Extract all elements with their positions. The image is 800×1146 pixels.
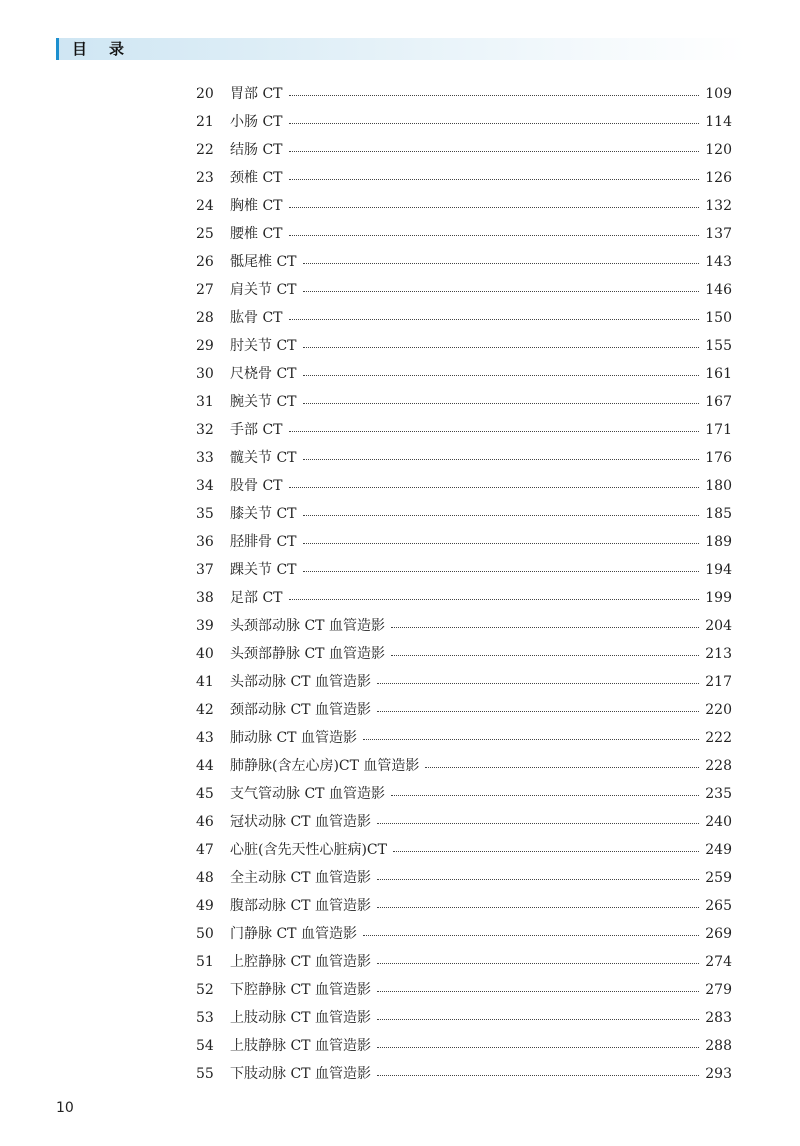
toc-entry-title: 腹部动脉 CT 血管造影 xyxy=(230,898,371,914)
toc-dot-leader xyxy=(425,767,699,768)
toc-entry-title: 全主动脉 CT 血管造影 xyxy=(230,870,371,886)
toc-dot-leader xyxy=(377,963,699,964)
toc-entry[interactable] xyxy=(196,1032,732,1060)
toc-dot-leader xyxy=(289,319,700,320)
toc-dot-leader xyxy=(303,515,700,516)
toc-dot-leader xyxy=(303,459,700,460)
toc-entry-page: 199 xyxy=(705,590,732,606)
toc-entry-title: 支气管动脉 CT 血管造影 xyxy=(230,786,385,802)
toc-entry[interactable] xyxy=(196,304,732,332)
toc-entry-title: 门静脉 CT 血管造影 xyxy=(230,926,357,942)
toc-entry-title: 结肠 CT xyxy=(230,142,283,158)
toc-entry-title: 骶尾椎 CT xyxy=(230,254,297,270)
toc-entry-title: 冠状动脉 CT 血管造影 xyxy=(230,814,371,830)
toc-entry-title: 胸椎 CT xyxy=(230,198,283,214)
toc-entry[interactable] xyxy=(196,808,732,836)
toc-dot-leader xyxy=(303,403,700,404)
toc-entry-page: 109 xyxy=(705,86,732,102)
toc-entry[interactable] xyxy=(196,332,732,360)
toc-entry-title: 股骨 CT xyxy=(230,478,283,494)
toc-entry-title: 上腔静脉 CT 血管造影 xyxy=(230,954,371,970)
toc-entry-number: 23 xyxy=(196,170,214,186)
toc-entry-number: 30 xyxy=(196,366,214,382)
toc-entry-page: 274 xyxy=(705,954,732,970)
toc-entry[interactable] xyxy=(196,640,732,668)
toc-entry-page: 114 xyxy=(705,114,732,130)
toc-dot-leader xyxy=(303,263,700,264)
toc-entry-number: 46 xyxy=(196,814,214,830)
toc-entry-page: 217 xyxy=(705,674,732,690)
toc-entry-page: 146 xyxy=(705,282,732,298)
toc-entry-number: 33 xyxy=(196,450,214,466)
toc-dot-leader xyxy=(289,431,700,432)
toc-entry-title: 手部 CT xyxy=(230,422,283,438)
toc-entry-number: 24 xyxy=(196,198,214,214)
toc-dot-leader xyxy=(289,599,700,600)
toc-dot-leader xyxy=(303,291,700,292)
toc-entry-number: 31 xyxy=(196,394,214,410)
toc-dot-leader xyxy=(391,627,699,628)
toc-dot-leader xyxy=(377,823,699,824)
toc-entry-number: 29 xyxy=(196,338,214,354)
toc-entry-number: 42 xyxy=(196,702,214,718)
toc-dot-leader xyxy=(377,1047,699,1048)
toc-entry-page: 161 xyxy=(705,366,732,382)
toc-entry-page: 228 xyxy=(705,758,732,774)
toc-dot-leader xyxy=(377,683,699,684)
toc-entry-page: 150 xyxy=(705,310,732,326)
toc-entry-page: 189 xyxy=(705,534,732,550)
toc-entry-page: 213 xyxy=(705,646,732,662)
toc-entry-title: 下肢动脉 CT 血管造影 xyxy=(230,1066,371,1082)
toc-entry-page: 283 xyxy=(705,1010,732,1026)
toc-entry-page: 293 xyxy=(705,1066,732,1082)
toc-entry-page: 194 xyxy=(705,562,732,578)
toc-entry-page: 259 xyxy=(705,870,732,886)
toc-entry-page: 126 xyxy=(705,170,732,186)
toc-dot-leader xyxy=(377,711,699,712)
toc-entry[interactable] xyxy=(196,976,732,1004)
toc-entry-page: 167 xyxy=(705,394,732,410)
page-title: 目录 xyxy=(72,40,147,58)
toc-dot-leader xyxy=(377,879,699,880)
toc-entry-number: 20 xyxy=(196,86,214,102)
toc-entry[interactable] xyxy=(196,360,732,388)
toc-dot-leader xyxy=(289,207,700,208)
toc-entry[interactable] xyxy=(196,668,732,696)
toc-entry-number: 22 xyxy=(196,142,214,158)
toc-entry-page: 220 xyxy=(705,702,732,718)
toc-dot-leader xyxy=(391,795,699,796)
toc-entry-title: 下腔静脉 CT 血管造影 xyxy=(230,982,371,998)
toc-entry[interactable] xyxy=(196,864,732,892)
toc-entry-number: 51 xyxy=(196,954,214,970)
toc-entry-page: 176 xyxy=(705,450,732,466)
toc-dot-leader xyxy=(377,907,699,908)
toc-entry-number: 50 xyxy=(196,926,214,942)
toc-entry[interactable] xyxy=(196,948,732,976)
table-of-contents xyxy=(196,80,732,1088)
toc-entry-title: 肩关节 CT xyxy=(230,282,297,298)
toc-dot-leader xyxy=(377,991,699,992)
toc-entry-number: 38 xyxy=(196,590,214,606)
toc-entry-title: 头颈部动脉 CT 血管造影 xyxy=(230,618,385,634)
toc-entry-title: 颈部动脉 CT 血管造影 xyxy=(230,702,371,718)
toc-entry-number: 36 xyxy=(196,534,214,550)
toc-entry-page: 269 xyxy=(705,926,732,942)
toc-entry[interactable] xyxy=(196,472,732,500)
toc-entry-page: 240 xyxy=(705,814,732,830)
toc-entry[interactable] xyxy=(196,1004,732,1032)
toc-entry[interactable] xyxy=(196,780,732,808)
toc-entry-number: 25 xyxy=(196,226,214,242)
toc-dot-leader xyxy=(303,347,700,348)
toc-dot-leader xyxy=(363,935,699,936)
toc-dot-leader xyxy=(377,1019,699,1020)
toc-entry-title: 胃部 CT xyxy=(230,86,283,102)
toc-entry[interactable] xyxy=(196,556,732,584)
toc-dot-leader xyxy=(303,375,700,376)
toc-entry[interactable] xyxy=(196,388,732,416)
toc-entry-number: 43 xyxy=(196,730,214,746)
toc-entry[interactable] xyxy=(196,752,732,780)
toc-entry[interactable] xyxy=(196,724,732,752)
toc-entry-title: 心脏(含先天性心脏病)CT xyxy=(230,842,387,858)
toc-entry[interactable] xyxy=(196,696,732,724)
toc-entry-page: 132 xyxy=(705,198,732,214)
toc-dot-leader xyxy=(303,571,700,572)
toc-entry-page: 185 xyxy=(705,506,732,522)
toc-entry[interactable] xyxy=(196,108,732,136)
toc-dot-leader xyxy=(289,487,700,488)
toc-entry-title: 肺静脉(含左心房)CT 血管造影 xyxy=(230,758,420,774)
toc-entry-page: 137 xyxy=(705,226,732,242)
toc-entry-title: 肱骨 CT xyxy=(230,310,283,326)
toc-dot-leader xyxy=(391,655,699,656)
toc-entry-title: 小肠 CT xyxy=(230,114,283,130)
toc-entry[interactable] xyxy=(196,416,732,444)
toc-entry[interactable] xyxy=(196,612,732,640)
toc-entry-title: 腰椎 CT xyxy=(230,226,283,242)
toc-entry[interactable] xyxy=(196,248,732,276)
toc-entry-title: 尺桡骨 CT xyxy=(230,366,297,382)
toc-entry-page: 171 xyxy=(705,422,732,438)
toc-entry-page: 279 xyxy=(705,982,732,998)
toc-entry-title: 上肢动脉 CT 血管造影 xyxy=(230,1010,371,1026)
toc-entry-page: 120 xyxy=(705,142,732,158)
toc-entry-page: 265 xyxy=(705,898,732,914)
toc-entry[interactable] xyxy=(196,80,732,108)
toc-entry[interactable] xyxy=(196,920,732,948)
toc-entry-page: 249 xyxy=(705,842,732,858)
toc-dot-leader xyxy=(303,543,700,544)
page-number: 10 xyxy=(56,1100,74,1116)
toc-entry-number: 49 xyxy=(196,898,214,914)
toc-entry-number: 37 xyxy=(196,562,214,578)
toc-entry[interactable] xyxy=(196,192,732,220)
toc-entry-number: 28 xyxy=(196,310,214,326)
toc-dot-leader xyxy=(363,739,699,740)
toc-entry-number: 39 xyxy=(196,618,214,634)
toc-entry-number: 26 xyxy=(196,254,214,270)
toc-entry-title: 膝关节 CT xyxy=(230,506,297,522)
toc-entry-title: 髋关节 CT xyxy=(230,450,297,466)
toc-entry-number: 55 xyxy=(196,1066,214,1082)
toc-entry-number: 53 xyxy=(196,1010,214,1026)
toc-entry[interactable] xyxy=(196,276,732,304)
toc-entry-number: 44 xyxy=(196,758,214,774)
toc-dot-leader xyxy=(289,123,700,124)
toc-entry-title: 肺动脉 CT 血管造影 xyxy=(230,730,357,746)
toc-entry-number: 40 xyxy=(196,646,214,662)
toc-entry-number: 47 xyxy=(196,842,214,858)
toc-entry[interactable] xyxy=(196,836,732,864)
toc-entry[interactable] xyxy=(196,584,732,612)
toc-entry[interactable] xyxy=(196,136,732,164)
toc-entry-number: 48 xyxy=(196,870,214,886)
toc-dot-leader xyxy=(289,179,700,180)
toc-entry[interactable] xyxy=(196,892,732,920)
toc-entry[interactable] xyxy=(196,444,732,472)
toc-dot-leader xyxy=(289,151,700,152)
toc-entry-page: 180 xyxy=(705,478,732,494)
toc-entry-title: 胫腓骨 CT xyxy=(230,534,297,550)
toc-entry-number: 21 xyxy=(196,114,214,130)
toc-entry-title: 上肢静脉 CT 血管造影 xyxy=(230,1038,371,1054)
toc-entry-page: 288 xyxy=(705,1038,732,1054)
toc-entry-title: 头部动脉 CT 血管造影 xyxy=(230,674,371,690)
toc-entry[interactable] xyxy=(196,528,732,556)
toc-entry-number: 32 xyxy=(196,422,214,438)
page-header xyxy=(56,38,746,60)
toc-entry-title: 足部 CT xyxy=(230,590,283,606)
toc-entry-page: 235 xyxy=(705,786,732,802)
toc-entry-page: 155 xyxy=(705,338,732,354)
toc-dot-leader xyxy=(377,1075,699,1076)
toc-entry-number: 41 xyxy=(196,674,214,690)
toc-entry[interactable] xyxy=(196,500,732,528)
toc-entry-page: 143 xyxy=(705,254,732,270)
toc-entry[interactable] xyxy=(196,164,732,192)
toc-entry-number: 34 xyxy=(196,478,214,494)
toc-dot-leader xyxy=(289,95,700,96)
toc-entry-title: 颈椎 CT xyxy=(230,170,283,186)
toc-entry-number: 35 xyxy=(196,506,214,522)
toc-entry-number: 52 xyxy=(196,982,214,998)
toc-entry-number: 27 xyxy=(196,282,214,298)
toc-entry-title: 踝关节 CT xyxy=(230,562,297,578)
toc-entry-title: 腕关节 CT xyxy=(230,394,297,410)
toc-entry-title: 头颈部静脉 CT 血管造影 xyxy=(230,646,385,662)
toc-entry[interactable] xyxy=(196,1060,732,1088)
toc-dot-leader xyxy=(393,851,699,852)
toc-entry[interactable] xyxy=(196,220,732,248)
toc-entry-page: 222 xyxy=(705,730,732,746)
toc-entry-title: 肘关节 CT xyxy=(230,338,297,354)
header-accent-bar xyxy=(56,38,59,60)
toc-entry-page: 204 xyxy=(705,618,732,634)
toc-entry-number: 45 xyxy=(196,786,214,802)
toc-entry-number: 54 xyxy=(196,1038,214,1054)
toc-dot-leader xyxy=(289,235,700,236)
